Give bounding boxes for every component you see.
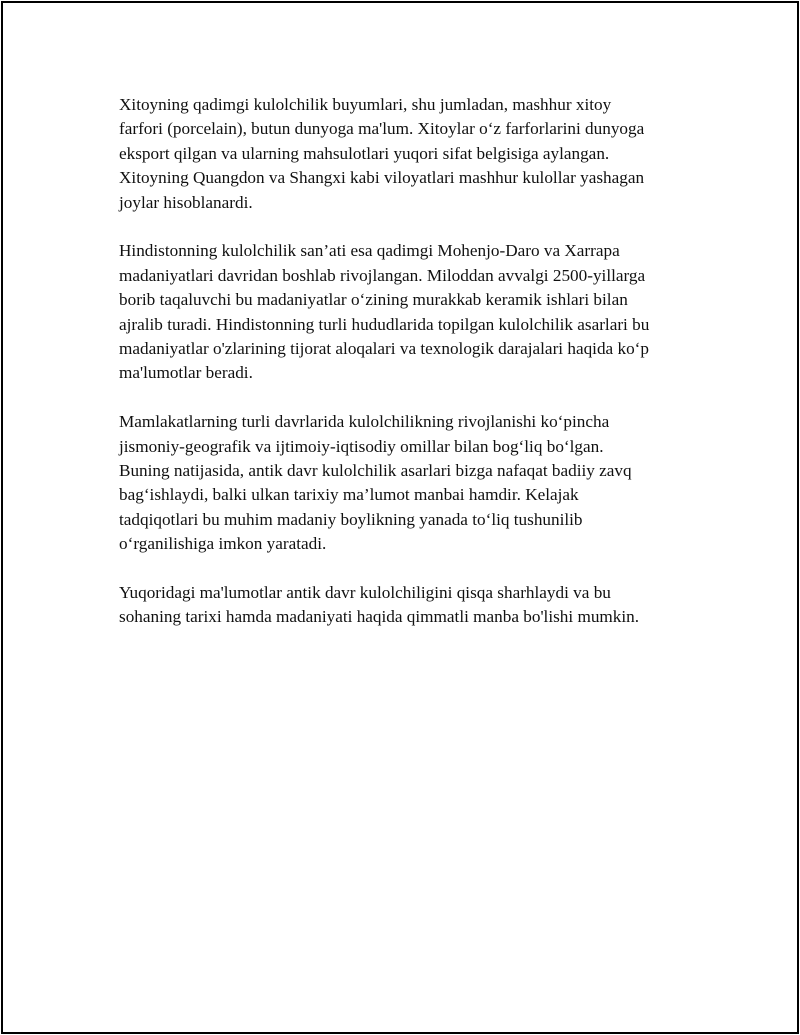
paragraph-india-pottery (119, 239, 699, 385)
text-line: Buning natijasida, antik davr kulolchilik asarlari bizga nafaqat badiiy zavq (119, 461, 632, 481)
text-line: eksport qilgan va ularning mahsulotlari yuqori sifat belgisiga aylangan. (119, 143, 610, 163)
paragraph-china-pottery (119, 93, 699, 215)
text-line: jismoniy-geografik va ijtimoiy-iqtisodiy omillar bilan bog‘liq bo‘lgan. (119, 436, 604, 456)
paragraph-development-factors (119, 410, 699, 556)
text-line: Mamlakatlarning turli davrlarida kulolchilikning rivojlanishi ko‘pincha (119, 412, 610, 432)
text-line: joylar hisoblanardi. (119, 192, 253, 212)
text-line: borib taqaluvchi bu madaniyatlar o‘zining murakkab keramik ishlari bilan (119, 290, 628, 310)
text-line: madaniyatlari davridan boshlab rivojlangan. Miloddan avvalgi 2500-yillarga (119, 265, 646, 285)
document-page (1, 1, 799, 1034)
text-line: Xitoyning qadimgi kulolchilik buyumlari, shu jumladan, mashhur xitoy (119, 95, 612, 114)
text-line: ajralib turadi. Hindistonning turli hududlarida topilgan kulolchilik asarlari bu (119, 314, 650, 334)
text-line: bag‘ishlaydi, balki ulkan tarixiy ma’lumot manbai hamdir. Kelajak (119, 485, 579, 505)
text-line: Xitoyning Quangdon va Shangxi kabi viloyatlari mashhur kulollar yashagan (119, 168, 645, 188)
document-body (119, 93, 699, 654)
text-line: madaniyatlar o'zlarining tijorat aloqalari va texnologik darajalari haqida ko‘p (119, 339, 649, 359)
text-line: Hindistonning kulolchilik san’ati esa qadimgi Mohenjo-Daro va Xarrapa (119, 241, 620, 261)
paragraph-summary (119, 581, 699, 630)
text-line: tadqiqotlari bu muhim madaniy boylikning yanada to‘liq tushunilib (119, 509, 583, 529)
text-line: ma'lumotlar beradi. (119, 363, 253, 383)
text-line: sohaning tarixi hamda madaniyati haqida qimmatli manba bo'lishi mumkin. (119, 607, 640, 627)
text-line: o‘rganilishiga imkon yaratadi. (119, 534, 327, 554)
text-line: farfori (porcelain), butun dunyoga ma'lum. Xitoylar o‘z farforlarini dunyoga (119, 119, 645, 139)
text-line: Yuqoridagi ma'lumotlar antik davr kulolchiligini qisqa sharhlaydi va bu (119, 583, 611, 603)
